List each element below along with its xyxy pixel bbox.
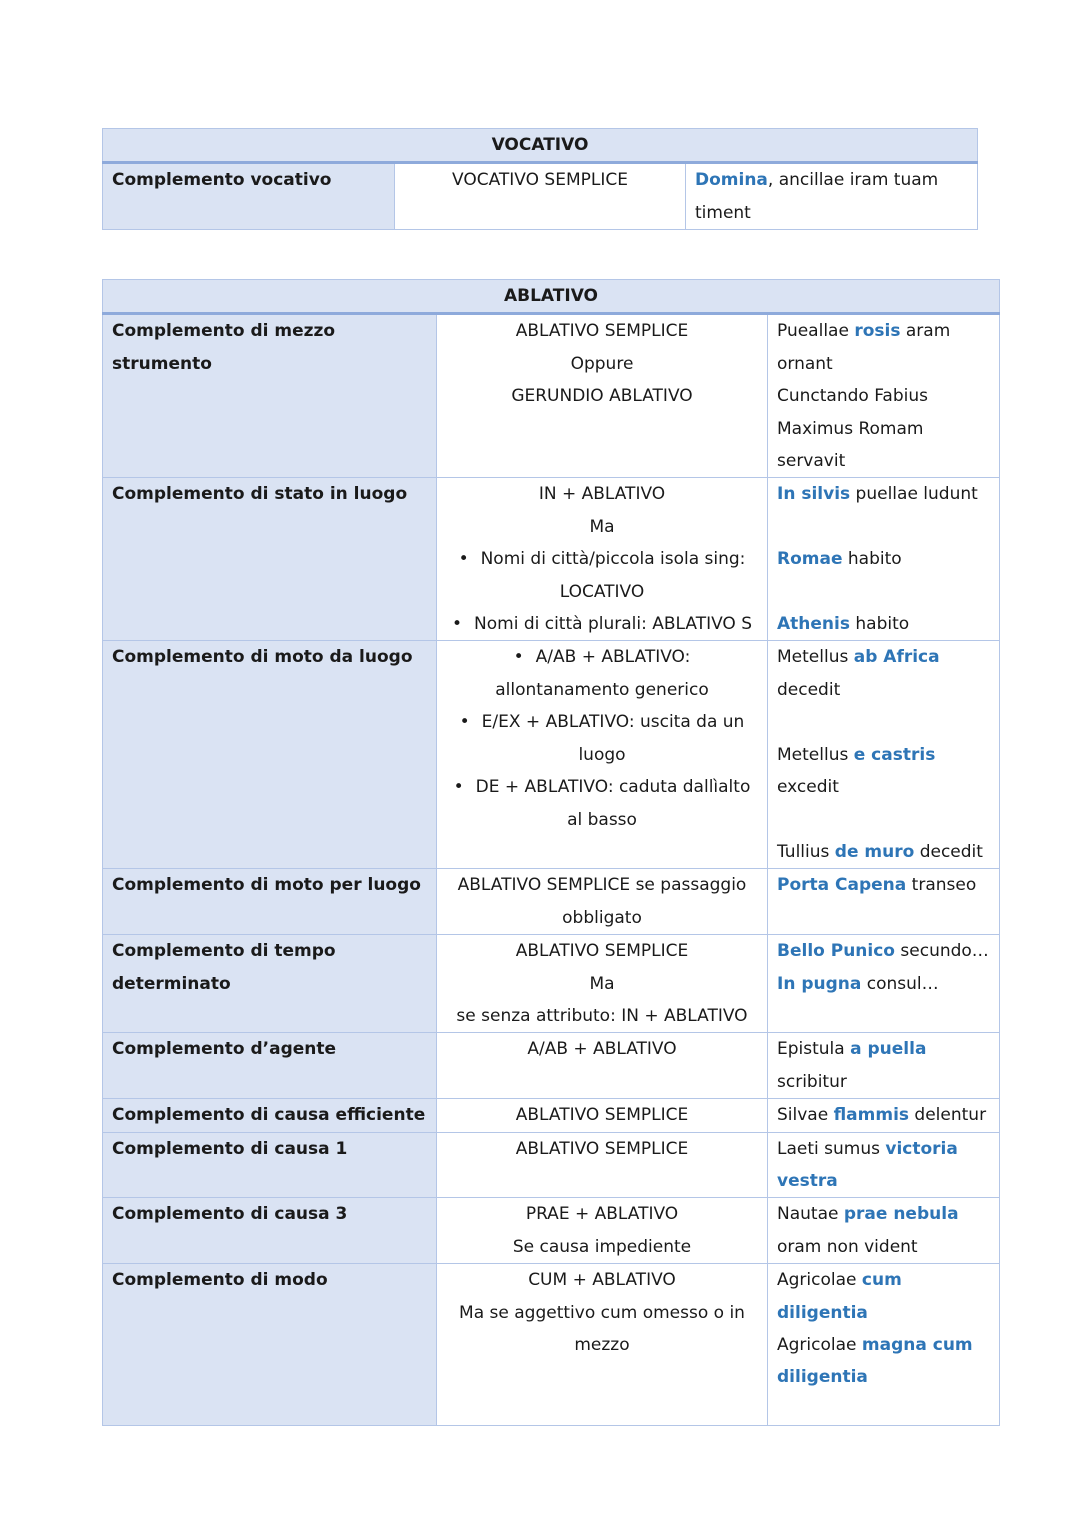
row-label: Complemento di moto per luogo	[103, 869, 437, 935]
example-text: habito	[849, 614, 910, 635]
example-text: puellae ludunt	[850, 484, 978, 505]
example-highlight: rosis	[854, 321, 901, 342]
table-row	[103, 1132, 1000, 1198]
example-highlight: Porta Capena	[777, 875, 907, 896]
rule-line: ABLATIVO SEMPLICE	[515, 321, 689, 342]
example-text: transeo	[906, 875, 977, 896]
table-row	[103, 314, 1000, 478]
example-highlight: Domina	[695, 170, 768, 191]
example-text: Agricolae	[777, 1334, 862, 1355]
row-rule: ABLATIVO SEMPLICE	[437, 1132, 768, 1198]
row-label: Complemento vocativo	[103, 163, 395, 230]
row-example	[768, 641, 1000, 869]
rule-line: GERUNDIO ABLATIVO	[511, 386, 693, 407]
example-highlight: Athenis	[777, 614, 850, 635]
example-line	[777, 608, 990, 640]
table-row	[103, 1033, 1000, 1099]
example-highlight: a puella	[850, 1039, 927, 1060]
row-label: Complemento di mezzo strumento	[103, 314, 437, 478]
row-example	[768, 1264, 1000, 1426]
row-rule	[437, 1198, 768, 1264]
example-text: Metellus	[777, 647, 854, 668]
vocativo-table	[102, 128, 978, 230]
row-rule: VOCATIVO SEMPLICE	[395, 163, 686, 230]
example-line: Cunctando Fabius Maximus Romam servavit	[777, 386, 928, 472]
row-example	[768, 869, 1000, 935]
example-text: , ancillae iram tuam timent	[695, 170, 939, 223]
example-text: Tullius	[777, 841, 835, 862]
rule-line: Ma	[589, 516, 615, 537]
row-rule	[437, 641, 768, 869]
example-text: Silvae	[777, 1105, 834, 1126]
example-highlight: prae nebula	[843, 1204, 959, 1225]
row-rule	[437, 314, 768, 478]
table-row	[103, 1099, 1000, 1132]
rule-bullet: • Nomi di città plurali: ABLATIVO S	[446, 608, 758, 640]
example-highlight: magna cum diligentia	[777, 1334, 973, 1388]
rule-line: ABLATIVO SEMPLICE	[515, 941, 689, 962]
row-rule	[437, 1264, 768, 1426]
table-row	[103, 478, 1000, 641]
row-rule	[437, 935, 768, 1033]
table-row	[103, 1264, 1000, 1426]
example-line	[777, 968, 990, 1000]
example-text: decedit	[914, 841, 983, 862]
example-text: scribitur	[777, 1071, 847, 1092]
row-label: Complemento di moto da luogo	[103, 641, 437, 869]
example-highlight: victoria vestra	[777, 1138, 958, 1191]
row-label: Complemento di causa 3	[103, 1198, 437, 1264]
ablativo-table	[102, 279, 1000, 1426]
example-text: Agricolae	[777, 1270, 862, 1291]
rule-bullet: • E/EX + ABLATIVO: uscita da un luogo	[446, 706, 758, 771]
row-rule	[437, 478, 768, 641]
example-line	[777, 1329, 990, 1394]
rule-list	[446, 543, 758, 640]
example-line	[777, 478, 990, 510]
rule-line: Ma	[589, 973, 615, 994]
example-text: decedit	[777, 679, 841, 700]
vocativo-header: VOCATIVO	[103, 129, 978, 163]
example-line	[777, 739, 990, 804]
row-rule: A/AB + ABLATIVO	[437, 1033, 768, 1099]
row-example	[768, 1099, 1000, 1132]
rule-bullet: • Nomi di città/piccola isola sing: LOCATIVO	[446, 543, 758, 608]
example-line	[777, 836, 990, 868]
rule-line: IN + ABLATIVO	[538, 484, 666, 505]
example-highlight: Bello Punico	[777, 941, 895, 962]
example-line	[777, 641, 990, 706]
rule-line: Oppure	[570, 353, 634, 374]
row-rule: ABLATIVO SEMPLICE se passaggio obbligato	[437, 869, 768, 935]
example-highlight: cum diligentia	[777, 1270, 902, 1323]
table-row	[103, 641, 1000, 869]
row-rule: ABLATIVO SEMPLICE	[437, 1099, 768, 1132]
example-line	[777, 543, 990, 575]
row-label: Complemento d’agente	[103, 1033, 437, 1099]
example-line	[777, 935, 990, 967]
example-text: secundo…	[895, 941, 989, 962]
table-row	[103, 869, 1000, 935]
rule-line: Se causa impediente	[512, 1236, 692, 1257]
rule-line: Ma se aggettivo cum omesso o in mezzo	[459, 1302, 745, 1355]
row-example	[768, 314, 1000, 478]
rule-line: se senza attributo: IN + ABLATIVO	[456, 1005, 748, 1026]
rule-bullet: • A/AB + ABLATIVO: allontanamento generico	[446, 641, 758, 706]
row-example	[768, 478, 1000, 641]
row-example	[768, 1033, 1000, 1099]
ablativo-header: ABLATIVO	[103, 280, 1000, 314]
rule-line: CUM + ABLATIVO	[528, 1270, 676, 1291]
rule-list	[446, 641, 758, 835]
example-line	[777, 315, 990, 380]
rule-bullet: • DE + ABLATIVO: caduta dallìalto al basso	[446, 771, 758, 836]
table-row	[103, 935, 1000, 1033]
row-label: Complemento di causa 1	[103, 1132, 437, 1198]
example-text: Metellus	[777, 744, 854, 765]
row-label: Complemento di modo	[103, 1264, 437, 1426]
row-example	[686, 163, 978, 230]
example-text: Laeti sumus	[777, 1138, 886, 1159]
example-highlight: e castris	[853, 744, 936, 765]
example-highlight: ab Africa	[853, 647, 940, 668]
example-line	[777, 1264, 990, 1329]
example-text: Nautae	[777, 1204, 844, 1225]
row-label: Complemento di tempo determinato	[103, 935, 437, 1033]
example-highlight: flammis	[833, 1105, 910, 1126]
row-example	[768, 1198, 1000, 1264]
row-label: Complemento di causa efficiente	[103, 1099, 437, 1132]
example-text: habito	[842, 549, 902, 570]
example-text: Epistula	[777, 1039, 851, 1060]
example-text: aram ornant	[777, 321, 951, 374]
table-row	[103, 1198, 1000, 1264]
row-example	[768, 1132, 1000, 1198]
row-example	[768, 935, 1000, 1033]
example-text: excedit	[777, 777, 839, 798]
example-highlight: In silvis	[777, 484, 851, 505]
rule-line: PRAE + ABLATIVO	[525, 1204, 679, 1225]
example-text: Pueallae	[777, 321, 855, 342]
row-label: Complemento di stato in luogo	[103, 478, 437, 641]
example-text: oram non vident	[777, 1236, 918, 1257]
example-highlight: In pugna	[777, 973, 862, 994]
example-text: delentur	[909, 1105, 987, 1126]
example-highlight: Romae	[777, 549, 843, 570]
example-highlight: de muro	[834, 841, 915, 862]
example-text: consul…	[861, 973, 939, 994]
